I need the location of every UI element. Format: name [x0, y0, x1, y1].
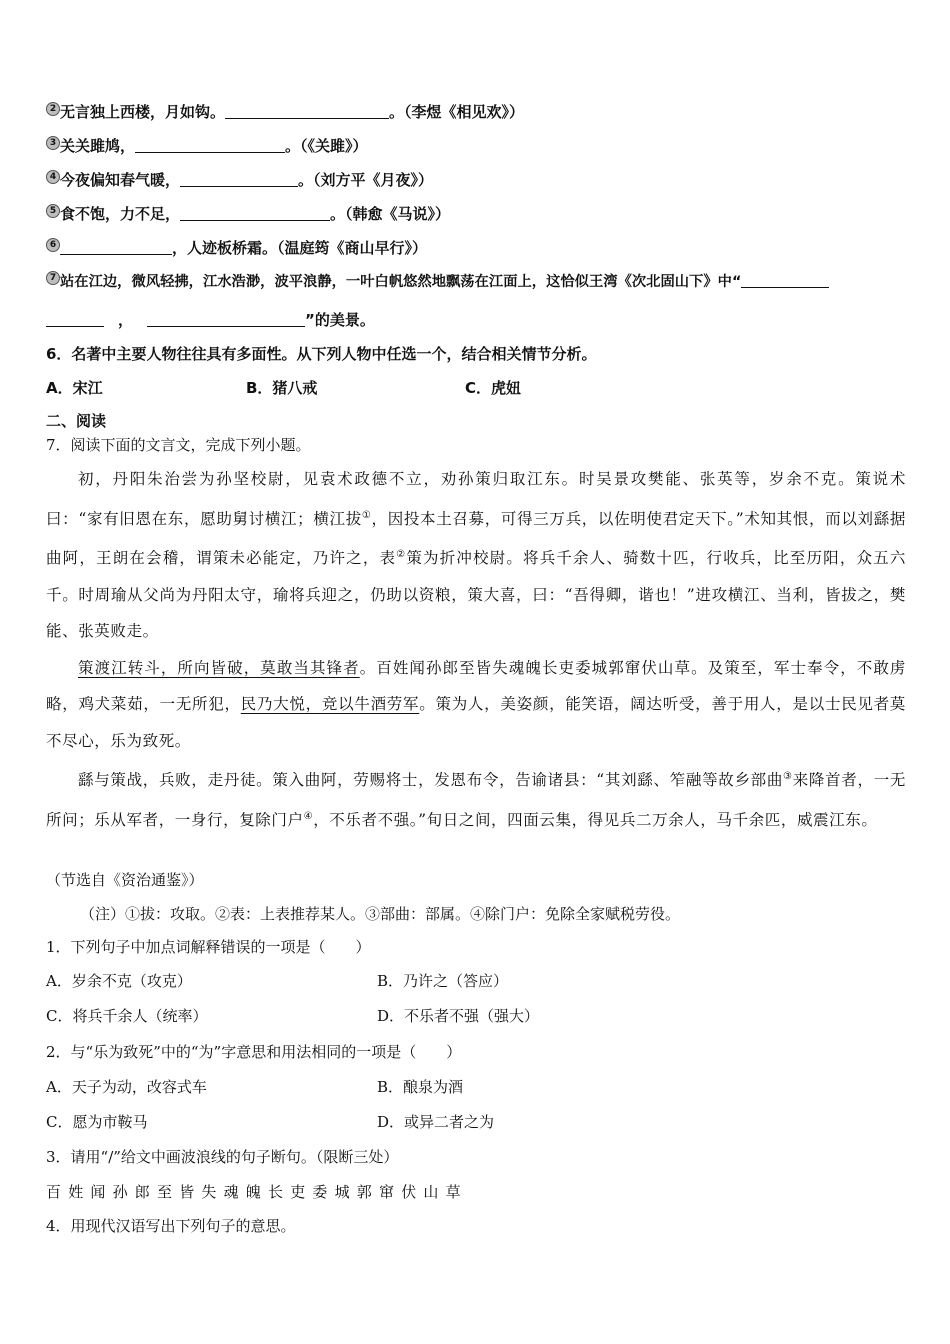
circled-number: 7	[46, 271, 60, 285]
q6-option-a[interactable]: A．宋江	[46, 379, 103, 397]
fill-item-6: 6 ，人迹板桥霜。（温庭筠《商山早行》）	[46, 237, 427, 259]
circled-number: 4	[46, 170, 60, 184]
fill-item-2: 2 无言独上西楼，月如钩。 。（李煜《相见欢》）	[46, 101, 524, 123]
fill-item-4: 4 今夜偏知春气暖， 。（刘方平《月夜》）	[46, 169, 433, 191]
answer-blank[interactable]	[180, 204, 330, 221]
classical-passage	[46, 461, 906, 838]
sub3-sentence: 百姓闻孙郎至皆失魂魄长吏委城郭窜伏山草	[46, 1183, 468, 1201]
answer-blank[interactable]	[46, 310, 104, 327]
q7-prompt: 7．阅读下面的文言文，完成下列小题。	[46, 436, 311, 454]
sub1-option-b[interactable]: B．乃许之（答应）	[377, 972, 509, 990]
sub2-option-b[interactable]: B．酿泉为酒	[377, 1078, 464, 1096]
circled-number: 5	[46, 204, 60, 218]
q6-option-c[interactable]: C．虎妞	[465, 379, 522, 397]
underlined-sentence: 民乃大悦，竞以牛酒劳军	[240, 695, 420, 713]
circled-number: 3	[46, 136, 60, 150]
answer-blank[interactable]	[135, 136, 285, 153]
passage-paragraph-3: 繇与策战，兵败，走丹徒。策入曲阿，劳赐将士，发恩布令，告谕诸县：“其刘繇、笮融等故乡部曲③来降首者，一无所问；乐从军者，一身行，复除门户④，不乐者不强。”旬日之间，四面云集，得见兵二万余人，马千余匹，威震江东。	[46, 771, 906, 829]
fill-item-3: 3 关关雎鸠， 。（《关雎》）	[46, 135, 368, 157]
passage-notes: （注）①拔：攻取。②表：上表推荐某人。③部曲：部属。④除门户：免除全家赋税劳役。	[80, 905, 681, 923]
sub1-option-d[interactable]: D．不乐者不强（强大）	[377, 1007, 540, 1025]
sub2-option-d[interactable]: D．或异二者之为	[377, 1113, 495, 1131]
sub4-prompt: 4．用现代汉语写出下列句子的意思。	[46, 1217, 296, 1235]
passage-paragraph-2: 策渡江转斗，所向皆破，莫敢当其锋者。百姓闻孙郎至皆失魂魄长吏委城郭窜伏山草。及策至，军士奉令，不敢虏略，鸡犬菜茹，一无所犯，民乃大悦，竞以牛酒劳军。策为人，美姿颜，能笑语，阔达听受，善于用人，是以士民见者莫不尽心，乐为致死。	[46, 658, 907, 750]
sub3-prompt: 3．请用“/”给文中画波浪线的句子断句。（限断三处）	[46, 1148, 399, 1166]
passage-source: （节选自《资治通鉴》）	[46, 871, 204, 889]
circled-number: 6	[46, 238, 60, 252]
sub2-option-c[interactable]: C．愿为市鞍马	[46, 1113, 148, 1131]
answer-blank[interactable]	[60, 238, 172, 255]
answer-blank[interactable]	[147, 310, 305, 327]
answer-blank[interactable]	[225, 102, 389, 119]
fill-item-5: 5 食不饱，力不足， 。（韩愈《马说》）	[46, 203, 450, 225]
sub1-prompt: 1．下列句子中加点词解释错误的一项是（ ）	[46, 938, 371, 956]
answer-blank[interactable]	[180, 170, 298, 187]
circled-number: 2	[46, 102, 60, 116]
q6-option-b[interactable]: B．猪八戒	[246, 379, 318, 397]
fill-item-7-cont: ， ”的美景。	[46, 309, 375, 331]
fill-item-7: 7 站在江边，微风轻拂，江水浩渺，波平浪静，一叶白帆悠然地飘荡在江面上，这恰似王湾《次北固山下》中“	[46, 271, 829, 293]
sub2-prompt: 2．与“乐为致死”中的“为”字意思和用法相同的一项是（ ）	[46, 1043, 462, 1061]
q6-prompt: 6．名著中主要人物往往具有多面性。从下列人物中任选一个，结合相关情节分析。	[46, 345, 597, 363]
answer-blank[interactable]	[741, 271, 829, 288]
section-title: 二、阅读	[46, 412, 107, 430]
sub1-option-a[interactable]: A．岁余不克（攻克）	[46, 972, 192, 990]
underlined-sentence: 策渡江转斗，所向皆破，莫敢当其锋者	[78, 658, 360, 677]
sub1-option-c[interactable]: C．将兵千余人（统率）	[46, 1007, 208, 1025]
passage-paragraph-1: 初，丹阳朱治尝为孙坚校尉，见袁术政德不立，劝孙策归取江东。时吴景攻樊能、张英等，岁余不克。策说术曰：“家有旧恩在东，愿助舅讨横江；横江拔①，因投本土召募，可得三万兵，以佐明使君定天下。”术知其恨，而以刘繇据曲阿，王朗在会稽，谓策未必能定，乃许之，表②策为折冲校尉。将兵千余人、骑数十匹，行收兵，比至历阳，众五六千。时周瑜从父尚为丹阳太守，瑜将兵迎之，仍助以资粮，策大喜，曰：“吾得卿，谐也！”进攻横江、当利，皆拔之，樊能、张英败走。	[46, 470, 906, 640]
sub2-option-a[interactable]: A．天子为动，改容式车	[46, 1078, 207, 1096]
